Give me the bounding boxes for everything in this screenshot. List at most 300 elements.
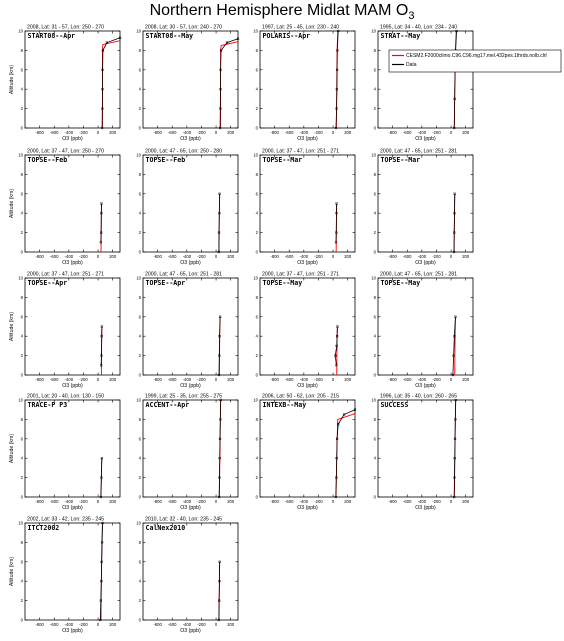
y-tick-label: 6 [373,314,376,320]
x-tick-label: -600 [168,130,177,135]
x-tick-label: -400 [299,377,309,382]
y-tick-label: 2 [20,475,23,481]
x-tick-label: 200 [109,622,117,627]
y-tick-label: 8 [138,416,141,422]
y-tick-label: 8 [20,539,23,545]
y-tick-label: 4 [255,86,258,92]
panel-header: 2006, Lat: 50 - 62, Lon: 205 - 215 [262,393,340,400]
data-series-line [336,204,337,243]
x-tick-label: -600 [50,254,59,259]
panel-header: 2000, Lat: 47 - 65, Lon: 251 - 281 [380,148,458,155]
panel-header: 1999, Lat: 25 - 35, Lon: 255 - 275 [145,393,223,400]
data-series-line [101,458,102,497]
campaign-label: TOPSE--Mar [380,156,421,164]
y-axis-title: Altitude (km) [9,433,15,464]
x-tick-label: 200 [109,499,117,504]
y-tick-label: 0 [373,372,376,378]
y-tick-label: 10 [18,520,23,526]
y-axis-title: Altitude (km) [9,64,15,95]
y-tick-label: 4 [138,455,141,461]
model-series-line [220,42,238,128]
y-tick-label: 2 [255,230,258,236]
y-tick-label: 10 [18,275,23,281]
x-tick-label: -400 [182,622,192,627]
x-tick-label: -200 [432,254,441,259]
x-tick-label: -200 [79,622,88,627]
x-tick-label: -400 [417,130,427,135]
plot-frame [378,31,473,128]
y-tick-label: 10 [18,397,23,403]
panel-header: 1997, Lat: 25 - 45, Lon: 230 - 240 [262,24,340,31]
plot-frame [143,278,238,375]
data-series-line [101,204,102,243]
x-tick-label: -800 [153,377,162,382]
x-tick-label: -600 [285,254,294,259]
x-tick-label: -600 [50,130,59,135]
plot-frame [260,31,355,128]
x-axis-title: O3 (ppb) [180,628,201,634]
y-tick-label: 6 [138,314,141,320]
x-tick-label: 0 [449,130,453,135]
y-tick-label: 10 [136,152,141,158]
x-tick-label: 200 [109,130,117,135]
y-tick-label: 4 [373,210,376,216]
x-axis-title: O3 (ppb) [180,260,201,266]
x-tick-label: -200 [197,377,206,382]
x-tick-label: 0 [96,254,100,259]
y-tick-label: 2 [20,106,23,112]
y-tick-label: 0 [138,249,141,255]
campaign-label: START08--Apr [27,32,76,40]
y-tick-label: 4 [373,333,376,339]
y-tick-label: 6 [373,436,376,442]
y-tick-label: 6 [138,559,141,565]
x-tick-label: -400 [299,254,309,259]
y-tick-label: 2 [138,475,141,481]
campaign-label: START08--May [145,32,194,40]
x-tick-label: -200 [314,377,323,382]
y-tick-label: 6 [255,314,258,320]
x-tick-label: -800 [35,254,44,259]
y-tick-label: 0 [138,372,141,378]
y-tick-label: 6 [20,67,23,73]
y-tick-label: 4 [20,578,23,584]
y-tick-label: 10 [18,152,23,158]
panel-header: 1996, Lat: 35 - 40, Lon: 260 - 265 [380,393,458,400]
x-axis-title: O3 (ppb) [180,505,201,511]
x-axis-title: O3 (ppb) [415,260,436,266]
y-tick-label: 10 [253,28,258,34]
model-series-line [336,414,355,497]
y-tick-label: 2 [20,598,23,604]
x-tick-label: -800 [153,499,162,504]
x-tick-label: -200 [79,130,88,135]
y-tick-label: 6 [138,67,141,73]
x-tick-label: -400 [64,130,74,135]
y-tick-label: 8 [20,294,23,300]
campaign-label: CalNex2010 [145,524,186,532]
x-tick-label: -600 [285,130,294,135]
y-tick-label: 0 [255,249,258,255]
y-tick-label: 4 [373,455,376,461]
x-tick-label: -200 [314,130,323,135]
campaign-label: INTEXB--May [262,401,307,409]
x-tick-label: -800 [270,130,279,135]
x-tick-label: 200 [344,499,352,504]
y-tick-label: 8 [20,47,23,53]
y-tick-label: 6 [255,191,258,197]
y-tick-label: 6 [255,436,258,442]
x-tick-label: -200 [432,130,441,135]
x-tick-label: -800 [35,622,44,627]
x-tick-label: 0 [96,622,100,627]
campaign-label: TOPSE--Apr [145,279,186,287]
y-tick-label: 2 [138,230,141,236]
y-tick-label: 8 [20,416,23,422]
plot-frame [378,278,473,375]
y-tick-label: 2 [373,230,376,236]
x-tick-label: -400 [182,499,192,504]
y-tick-label: 10 [136,520,141,526]
plot-frame [378,155,473,252]
y-tick-label: 10 [371,152,376,158]
x-tick-label: 0 [214,377,218,382]
x-tick-label: -400 [64,254,74,259]
x-tick-label: -600 [168,622,177,627]
x-tick-label: -200 [197,499,206,504]
x-tick-label: -600 [50,622,59,627]
y-axis-title: Altitude (km) [9,556,15,587]
x-tick-label: 200 [227,377,235,382]
x-tick-label: -600 [403,499,412,504]
y-tick-label: 10 [253,152,258,158]
data-series-line [336,410,355,497]
panel-header: 2000, Lat: 47 - 65, Lon: 251 - 281 [145,271,223,278]
x-tick-label: -600 [285,499,294,504]
y-tick-label: 6 [138,191,141,197]
y-tick-label: 4 [255,210,258,216]
x-tick-label: -600 [168,377,177,382]
x-tick-label: 200 [227,499,235,504]
x-tick-label: -800 [35,377,44,382]
y-tick-label: 6 [20,436,23,442]
x-tick-label: 200 [227,254,235,259]
x-tick-label: 200 [462,254,470,259]
campaign-label: TOPSE--Apr [27,279,68,287]
y-tick-label: 8 [373,416,376,422]
plot-frame [25,523,120,620]
x-tick-label: 200 [462,130,470,135]
y-tick-label: 0 [255,372,258,378]
x-tick-label: 0 [331,499,335,504]
plot-frame [260,278,355,375]
y-tick-label: 0 [20,372,23,378]
panel-header: 2000, Lat: 47 - 65, Lon: 250 - 280 [145,148,223,155]
x-tick-label: -400 [417,254,427,259]
panel-header: 2001, Lat: 20 - 40, Lon: 130 - 150 [27,393,105,400]
plot-frame [143,155,238,252]
y-tick-label: 6 [20,559,23,565]
x-tick-label: -400 [182,377,192,382]
panel-header: 2000, Lat: 47 - 65, Lon: 251 - 281 [380,271,458,278]
y-tick-label: 2 [373,353,376,359]
y-tick-label: 0 [138,617,141,623]
panel-header: 2008, Lat: 30 - 57, Lon: 240 - 270 [145,24,223,31]
x-tick-label: 0 [214,622,218,627]
x-axis-title: O3 (ppb) [180,383,201,389]
y-tick-label: 6 [373,67,376,73]
x-tick-label: 200 [227,622,235,627]
x-tick-label: 0 [449,499,453,504]
x-tick-label: -200 [197,254,206,259]
x-axis-title: O3 (ppb) [415,505,436,511]
legend-label: Data [406,62,417,68]
y-tick-label: 4 [138,578,141,584]
y-tick-label: 8 [138,47,141,53]
y-tick-label: 6 [20,314,23,320]
x-tick-label: 200 [109,377,117,382]
y-tick-label: 8 [255,47,258,53]
campaign-label: TOPSE--Feb [145,156,186,164]
x-tick-label: -800 [388,377,397,382]
x-tick-label: -600 [403,130,412,135]
data-series-line [220,39,238,128]
x-tick-label: 0 [331,130,335,135]
x-tick-label: 200 [344,130,352,135]
panel-header: 2000, Lat: 37 - 47, Lon: 251 - 271 [262,148,340,155]
y-tick-label: 4 [20,210,23,216]
y-tick-label: 4 [138,333,141,339]
x-tick-label: -800 [35,499,44,504]
x-tick-label: -800 [388,499,397,504]
x-tick-label: 200 [462,499,470,504]
y-tick-label: 2 [255,353,258,359]
x-axis-title: O3 (ppb) [297,260,318,266]
x-axis-title: O3 (ppb) [62,628,83,634]
y-tick-label: 2 [373,106,376,112]
x-tick-label: 0 [449,254,453,259]
y-tick-label: 8 [138,171,141,177]
x-tick-label: -200 [79,377,88,382]
x-axis-title: O3 (ppb) [297,136,318,142]
x-tick-label: -600 [50,499,59,504]
x-tick-label: -400 [182,254,192,259]
campaign-label: ITCT2002 [27,524,60,532]
y-axis-title: Altitude (km) [9,188,15,219]
x-tick-label: -600 [285,377,294,382]
plot-frame [25,155,120,252]
y-tick-label: 0 [255,125,258,131]
x-axis-title: O3 (ppb) [297,383,318,389]
y-tick-label: 0 [138,494,141,500]
y-tick-label: 10 [136,397,141,403]
x-tick-label: -400 [64,499,74,504]
x-tick-label: -600 [168,499,177,504]
plot-frame [143,523,238,620]
x-tick-label: -400 [299,130,309,135]
y-tick-label: 8 [255,416,258,422]
x-tick-label: 0 [214,499,218,504]
y-tick-label: 0 [373,494,376,500]
x-tick-label: -600 [50,377,59,382]
y-tick-label: 10 [371,28,376,34]
x-tick-label: -400 [417,377,427,382]
plot-frame [25,278,120,375]
x-axis-title: O3 (ppb) [415,383,436,389]
y-tick-label: 10 [136,275,141,281]
y-tick-label: 0 [373,125,376,131]
x-tick-label: 200 [109,254,117,259]
campaign-label: ACCENT--Apr [145,401,190,409]
y-tick-label: 0 [20,125,23,131]
y-tick-label: 4 [20,86,23,92]
x-tick-label: 0 [331,254,335,259]
x-tick-label: -200 [314,499,323,504]
y-tick-label: 8 [373,47,376,53]
campaign-label: TOPSE--Feb [27,156,68,164]
y-tick-label: 2 [373,475,376,481]
figure-title-subscript: 3 [408,10,415,23]
y-tick-label: 2 [20,353,23,359]
plot-frame [260,400,355,497]
x-tick-label: 200 [227,130,235,135]
legend-label: CESM2.F2000climo.C96.C96.mg17.mel.432pes.1thrds.nolb.clrl [406,53,547,59]
y-tick-label: 6 [138,436,141,442]
y-tick-label: 10 [371,275,376,281]
y-tick-label: 8 [373,294,376,300]
x-tick-label: 0 [214,130,218,135]
x-tick-label: -800 [153,254,162,259]
campaign-label: STRAT--May [380,32,421,40]
y-tick-label: 2 [255,475,258,481]
x-tick-label: 0 [214,254,218,259]
y-tick-label: 8 [20,171,23,177]
y-tick-label: 10 [18,28,23,34]
y-tick-label: 10 [136,28,141,34]
y-tick-label: 0 [255,494,258,500]
panel-header: 2000, Lat: 37 - 47, Lon: 251 - 271 [262,271,340,278]
y-tick-label: 6 [20,191,23,197]
x-axis-title: O3 (ppb) [62,136,83,142]
x-tick-label: 200 [344,377,352,382]
figure-title-main: Northern Hemisphere Midlat MAM O [149,2,409,19]
x-tick-label: -200 [197,622,206,627]
campaign-label: POLARIS--Apr [262,32,311,40]
panel-header: 1995, Lat: 34 - 40, Lon: 234 - 240 [380,24,458,31]
y-tick-label: 0 [138,125,141,131]
x-tick-label: 0 [96,130,100,135]
x-axis-title: O3 (ppb) [62,260,83,266]
x-axis-title: O3 (ppb) [180,136,201,142]
panel-header: 2008, Lat: 31 - 57, Lon: 250 - 270 [27,24,105,31]
x-tick-label: -800 [153,130,162,135]
x-tick-label: -600 [403,377,412,382]
x-tick-label: -800 [153,622,162,627]
y-tick-label: 2 [20,230,23,236]
y-tick-label: 4 [255,455,258,461]
x-tick-label: -400 [417,499,427,504]
x-tick-label: -800 [270,254,279,259]
model-series-line [102,41,120,128]
x-tick-label: 0 [96,377,100,382]
x-tick-label: -400 [182,130,192,135]
campaign-label: SUCCESS [380,401,409,409]
y-tick-label: 2 [138,598,141,604]
y-tick-label: 6 [255,67,258,73]
y-tick-label: 0 [20,494,23,500]
plot-frame [143,400,238,497]
y-axis-title: Altitude (km) [9,311,15,342]
panel-header: 2010, Lat: 32 - 40, Lon: 235 - 245 [145,516,223,523]
x-tick-label: -200 [314,254,323,259]
data-series-line [219,562,220,620]
x-tick-label: -800 [270,499,279,504]
y-tick-label: 8 [255,171,258,177]
plot-frame [260,155,355,252]
y-tick-label: 4 [20,333,23,339]
x-axis-title: O3 (ppb) [415,136,436,142]
x-tick-label: -800 [388,254,397,259]
panel-header: 2002, Lat: 33 - 42, Lon: 235 - 245 [27,516,105,523]
campaign-label: TOPSE--May [380,279,421,287]
x-tick-label: -200 [432,499,441,504]
x-axis-title: O3 (ppb) [297,505,318,511]
x-tick-label: 0 [449,377,453,382]
campaign-label: TOPSE--Mar [262,156,303,164]
plot-frame [143,31,238,128]
y-tick-label: 2 [138,353,141,359]
panel-header: 2000, Lat: 37 - 47, Lon: 250 - 270 [27,148,105,155]
y-tick-label: 8 [138,539,141,545]
x-tick-label: -200 [79,499,88,504]
y-tick-label: 10 [371,397,376,403]
x-tick-label: -200 [432,377,441,382]
y-tick-label: 2 [138,106,141,112]
x-tick-label: -400 [299,499,309,504]
y-tick-label: 2 [255,106,258,112]
x-axis-title: O3 (ppb) [62,505,83,511]
panel-header: 2000, Lat: 37 - 47, Lon: 251 - 271 [27,271,105,278]
y-tick-label: 4 [20,455,23,461]
y-tick-label: 0 [20,249,23,255]
plot-frame [25,400,120,497]
x-tick-label: 200 [344,254,352,259]
y-tick-label: 4 [373,86,376,92]
y-tick-label: 10 [253,275,258,281]
x-tick-label: -800 [388,130,397,135]
plot-frame [378,400,473,497]
x-tick-label: -800 [35,130,44,135]
x-tick-label: -800 [270,377,279,382]
y-tick-label: 0 [20,617,23,623]
x-tick-label: -200 [79,254,88,259]
x-axis-title: O3 (ppb) [62,383,83,389]
data-series-line [102,38,120,128]
campaign-label: TOPSE--May [262,279,303,287]
y-tick-label: 4 [255,333,258,339]
y-tick-label: 8 [373,171,376,177]
y-tick-label: 6 [373,191,376,197]
y-tick-label: 4 [138,210,141,216]
x-tick-label: -600 [403,254,412,259]
y-tick-label: 4 [138,86,141,92]
y-tick-label: 8 [255,294,258,300]
x-tick-label: 200 [462,377,470,382]
x-tick-label: -600 [168,254,177,259]
x-tick-label: -400 [64,622,74,627]
x-tick-label: -200 [197,130,206,135]
campaign-label: TRACE-P P3 [27,401,68,409]
